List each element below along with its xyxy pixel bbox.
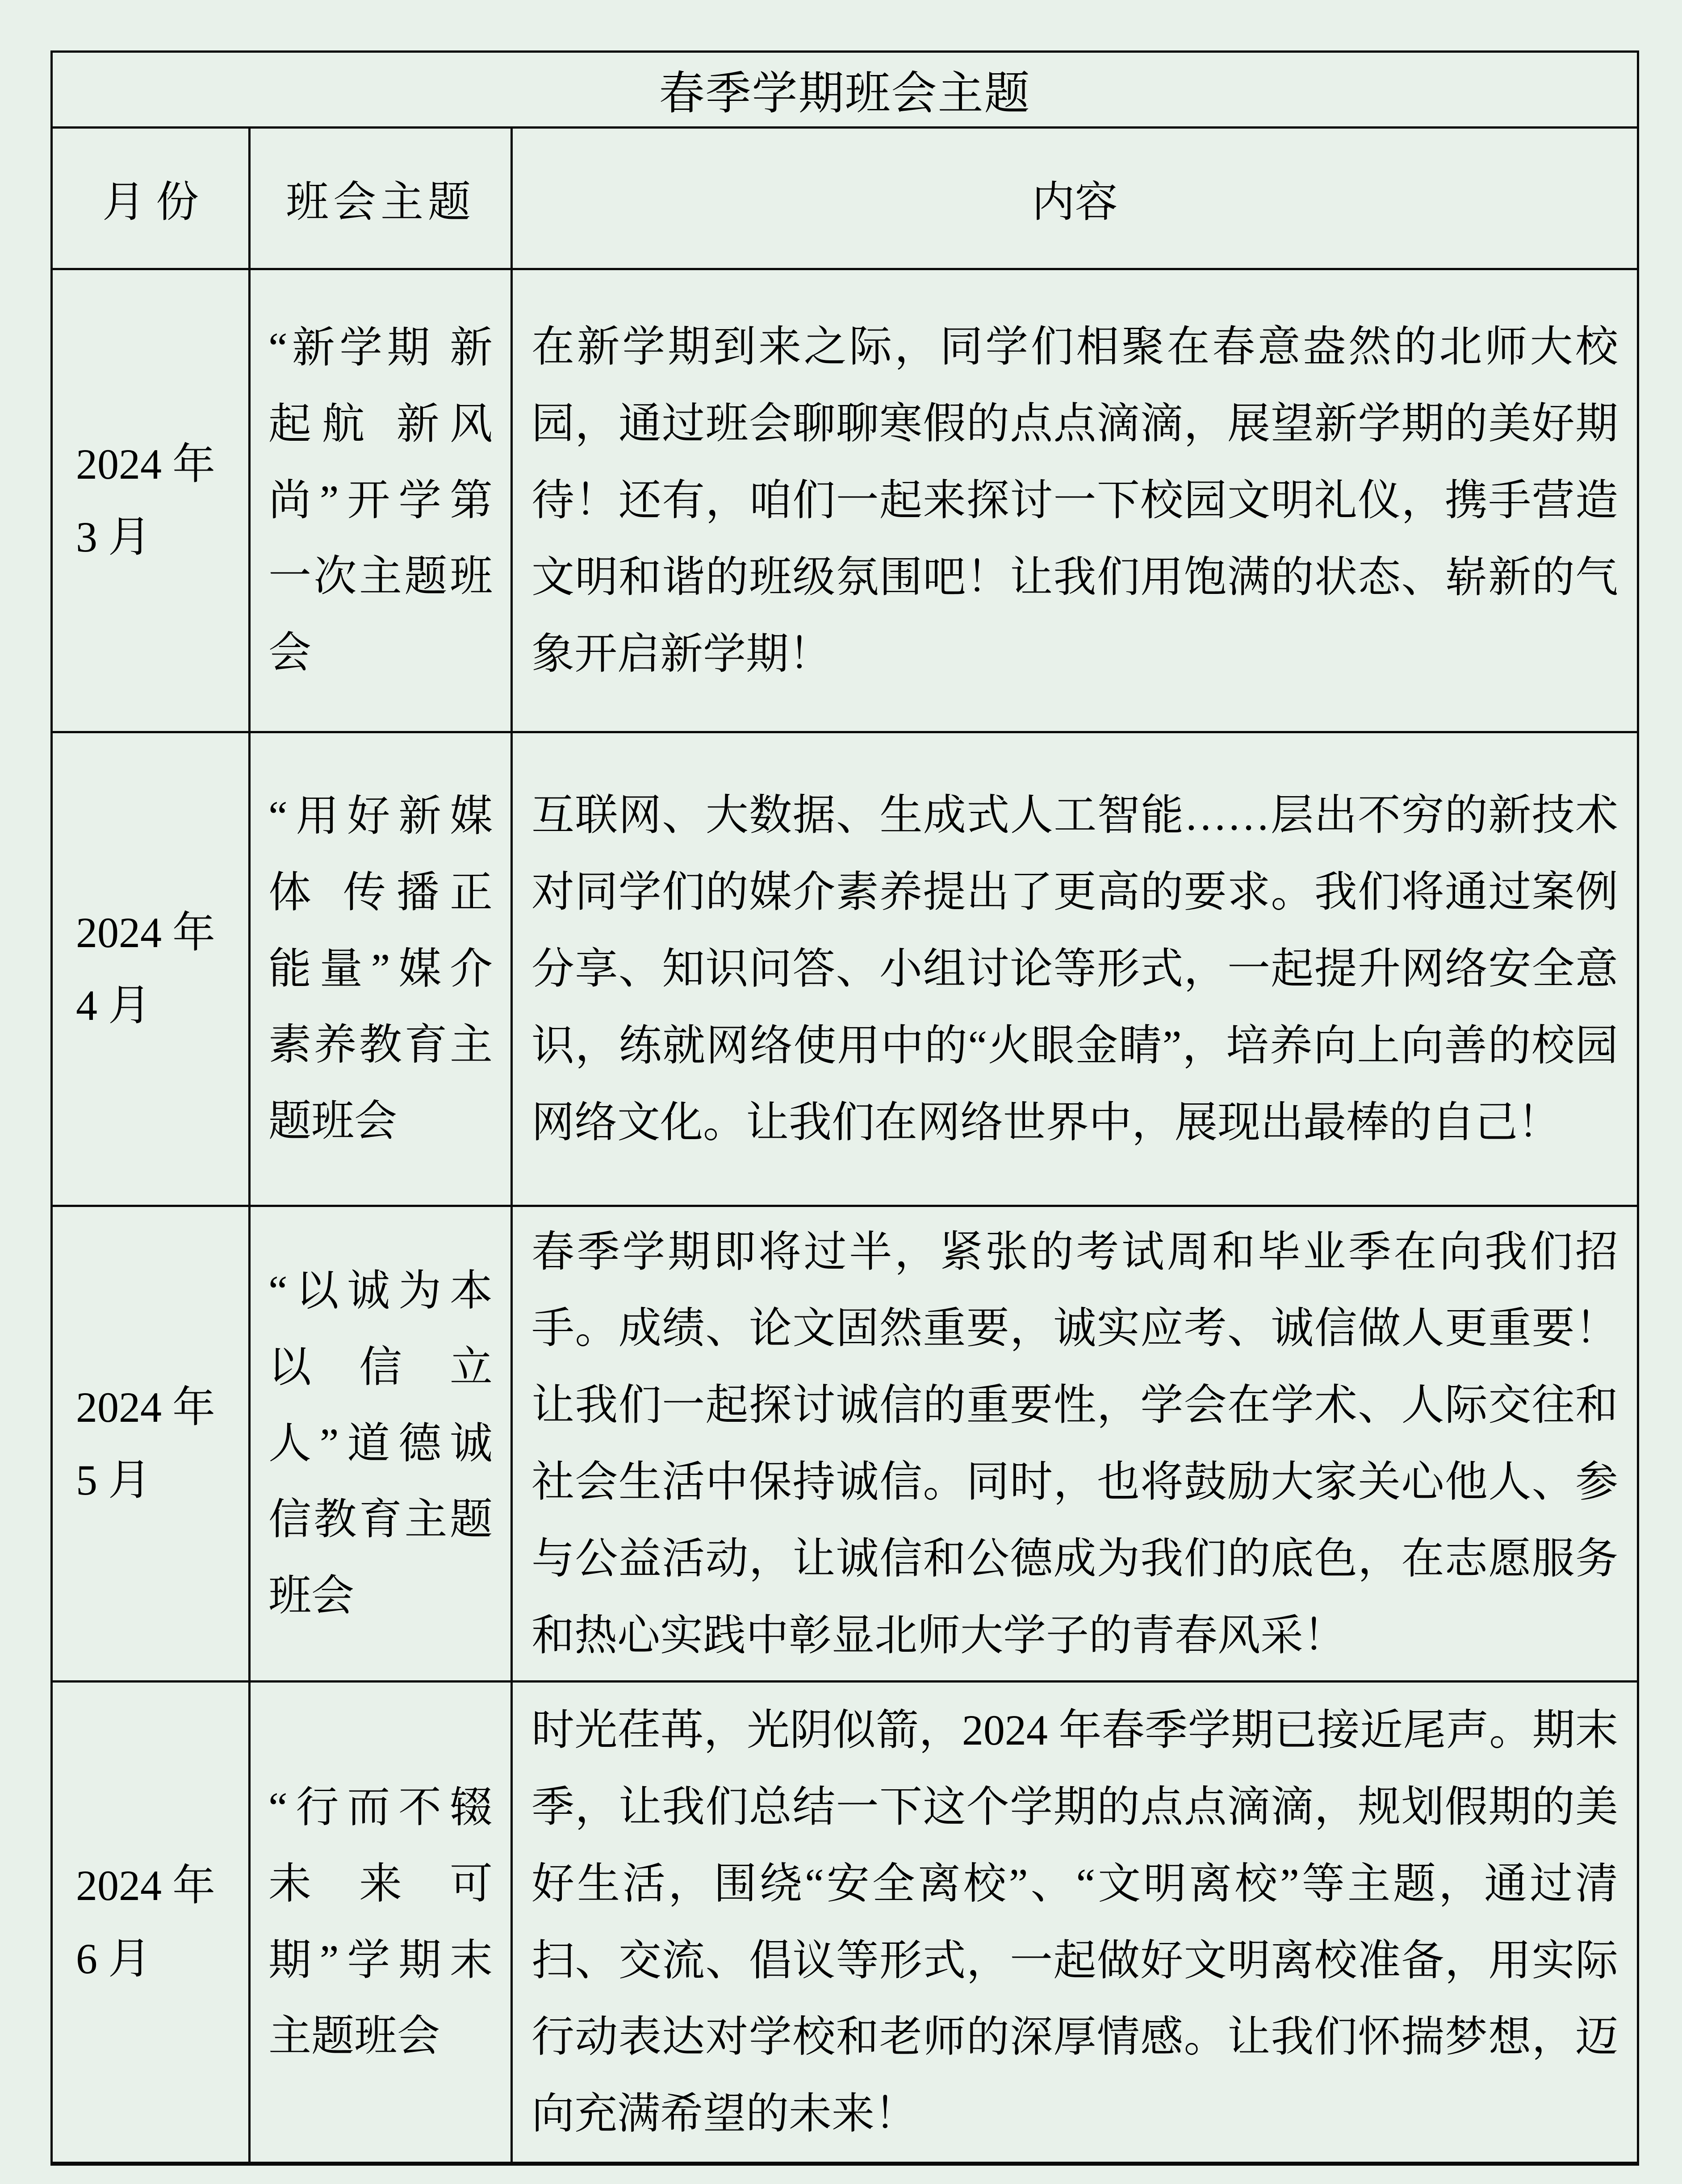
theme-cell: “新学期 新起航 新风尚”开学第一次主题班会 [250,269,512,732]
month-year: 2024 年 [76,440,215,488]
content-cell: 时光荏苒，光阴似箭，2024 年春季学期已接近尾声。期末季，让我们总结一下这个学期的点点滴滴，规划假期的美好生活，围绕“安全离校”、“文明离校”等主题，通过清扫、交流、倡议等形式，一起做好文明离校准备，用实际行动表达对学校和老师的深厚情感。让我们怀揣梦想，迈向充满希望的未来！ [512,1682,1638,2164]
column-header-month: 月 份 [52,128,250,269]
class-meeting-schedule-table [50,50,1639,2166]
month-cell [52,732,250,1206]
table-row [52,1206,1638,1682]
month-cell [52,269,250,732]
table-title: 春季学期班会主题 [52,52,1638,128]
table-header-row [52,128,1638,269]
month-value: 5 月 [76,1456,151,1504]
content-cell: 春季学期即将过半，紧张的考试周和毕业季在向我们招手。成绩、论文固然重要，诚实应考、诚信做人更重要！让我们一起探讨诚信的重要性，学会在学术、人际交往和社会生活中保持诚信。同时，也将鼓励大家关心他人、参与公益活动，让诚信和公德成为我们的底色，在志愿服务和热心实践中彰显北师大学子的青春风采！ [512,1206,1638,1682]
theme-cell: “用好新媒体 传播正能量”媒介素养教育主题班会 [250,732,512,1206]
month-value: 4 月 [76,981,151,1029]
month-year: 2024 年 [76,908,215,956]
column-header-theme: 班会主题 [250,128,512,269]
content-cell: 在新学期到来之际，同学们相聚在春意盎然的北师大校园，通过班会聊聊寒假的点点滴滴，展望新学期的美好期待！还有，咱们一起来探讨一下校园文明礼仪，携手营造文明和谐的班级氛围吧！让我们用饱满的状态、崭新的气象开启新学期！ [512,269,1638,732]
theme-cell: “以诚为本 以信立人”道德诚信教育主题班会 [250,1206,512,1682]
table-title-row [52,52,1638,128]
month-year: 2024 年 [76,1862,215,1910]
month-cell [52,1206,250,1682]
month-year: 2024 年 [76,1383,215,1431]
column-header-content: 内容 [512,128,1638,269]
month-cell [52,1682,250,2164]
table-row [52,1682,1638,2164]
month-value: 3 月 [76,513,151,561]
theme-cell: “行而不辍 未来可期”学期末主题班会 [250,1682,512,2164]
table-row [52,269,1638,732]
month-value: 6 月 [76,1934,151,1983]
content-cell: 互联网、大数据、生成式人工智能……层出不穷的新技术对同学们的媒介素养提出了更高的要求。我们将通过案例分享、知识问答、小组讨论等形式，一起提升网络安全意识，练就网络使用中的“火眼金睛”，培养向上向善的校园网络文化。让我们在网络世界中，展现出最棒的自己！ [512,732,1638,1206]
table-row [52,732,1638,1206]
